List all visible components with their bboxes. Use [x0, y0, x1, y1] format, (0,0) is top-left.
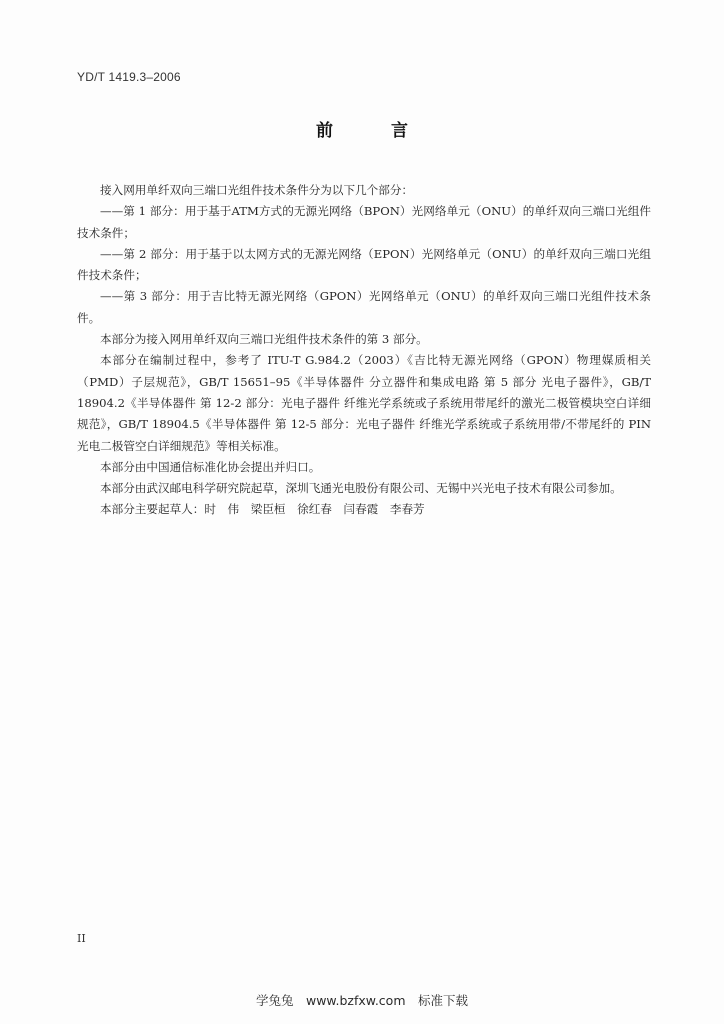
standard-code: YD/T 1419.3–2006 [77, 70, 181, 84]
page-number: II [77, 932, 86, 945]
paragraph-proposer: 本部分由中国通信标准化协会提出并归口。 [100, 459, 321, 474]
page-title: 前 言 [316, 121, 434, 141]
paragraph-this-part: 本部分为接入网用单纤双向三端口光组件技术条件的第 3 部分。 [100, 332, 428, 347]
paragraph-part-2: ——第 2 部分：用于基于以太网方式的无源光网络（EPON）光网络单元（ONU）的单纤双向三端口光组件技术条件； [77, 246, 651, 283]
watermark-text: 学兔兔 www.bzfxw.com 标准下载 [255, 993, 469, 1008]
paragraph-part-3: ——第 3 部分：用于吉比特无源光网络（GPON）光网络单元（ONU）的单纤双向三端口光组件技术条件。 [77, 289, 651, 325]
paragraph-drafter: 本部分由武汉邮电科学研究院起草，深圳飞通光电股份有限公司、无锡中兴光电子技术有限公司参加。 [100, 481, 622, 496]
paragraph-intro: 接入网用单纤双向三端口光组件技术条件分为以下几个部分： [100, 183, 414, 197]
foreword-body [77, 180, 651, 521]
paragraph-references: 本部分在编制过程中，参考了 ITU-T G.984.2（2003）《吉比特无源光网络（GPON）物理媒质相关（PMD）子层规范》，GB/T 15651–95《半导体器件 分立器件和集成电路 第 5 部分 光电子器件》，GB/T 18904.2《半导体器件 第 12-2 部分：光电子器件 纤维光学系统或子系统用带尾纤的激光二极管模块空白详细规范》，GB/T 18904.5《半导体器件 第 12-5 部分：光电子器件 纤维光学系统或子系统用带/不带尾纤的 PIN 光电二极管空白详细规范》等相关标准。 [77, 353, 651, 453]
paragraph-authors: 本部分主要起草人：时 伟 梁臣桓 徐红春 闫春霞 李春芳 [100, 502, 425, 517]
paragraph-part-1: ——第 1 部分：用于基于ATM方式的无源光网络（BPON）光网络单元（ONU）的单纤双向三端口光组件技术条件； [77, 204, 651, 240]
